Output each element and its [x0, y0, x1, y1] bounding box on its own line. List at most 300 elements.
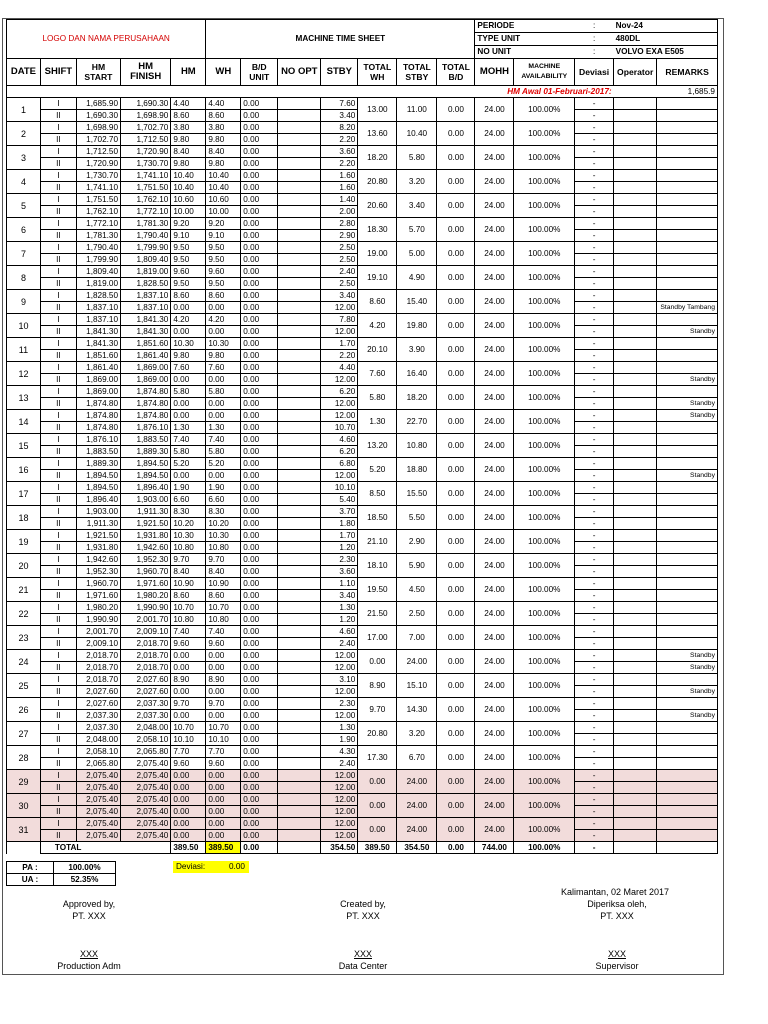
wh-cell: 10.30 — [206, 338, 241, 350]
remarks-cell — [657, 614, 718, 626]
hm-start-cell: 1,971.60 — [76, 590, 120, 602]
bd-unit-cell: 0.00 — [241, 674, 278, 686]
hm-awal-spacer — [7, 86, 358, 98]
date-cell: 25 — [7, 674, 41, 698]
hm-finish-cell: 2,037.30 — [121, 710, 171, 722]
remarks-cell: Standby — [657, 374, 718, 386]
bd-unit-cell: 0.00 — [241, 794, 278, 806]
operator-cell — [614, 494, 657, 506]
wh-cell: 5.20 — [206, 458, 241, 470]
remarks-cell — [657, 590, 718, 602]
info-separator: : — [575, 33, 614, 46]
hm-finish-cell: 2,009.10 — [121, 626, 171, 638]
total-stby-cell: 15.10 — [397, 674, 437, 698]
wh-cell: 7.40 — [206, 434, 241, 446]
table-row — [7, 770, 718, 782]
hm-cell: 10.20 — [171, 518, 206, 530]
signature-created — [288, 898, 438, 972]
wh-cell: 10.40 — [206, 170, 241, 182]
bd-unit-cell: 0.00 — [241, 302, 278, 314]
shift-cell: I — [40, 482, 76, 494]
wh-cell: 0.00 — [206, 650, 241, 662]
table-row — [7, 386, 718, 398]
remarks-cell — [657, 218, 718, 230]
deviasi-cell: - — [575, 194, 614, 206]
remarks-cell — [657, 806, 718, 818]
total-bd-cell: 0.00 — [437, 362, 475, 386]
no-opt-cell — [278, 458, 321, 470]
remarks-cell: Standby — [657, 470, 718, 482]
remarks-cell — [657, 290, 718, 302]
stby-cell: 12.00 — [321, 686, 358, 698]
totals-remarks — [657, 842, 718, 854]
total-stby-cell: 5.90 — [397, 554, 437, 578]
hm-cell: 0.00 — [171, 302, 206, 314]
stby-cell: 2.50 — [321, 254, 358, 266]
stby-cell: 2.30 — [321, 554, 358, 566]
hm-finish-cell: 1,828.50 — [121, 278, 171, 290]
date-cell: 2 — [7, 122, 41, 146]
hm-cell: 9.50 — [171, 254, 206, 266]
remarks-cell: Standby — [657, 662, 718, 674]
total-stby-cell: 18.20 — [397, 386, 437, 410]
operator-cell — [614, 350, 657, 362]
total-bd-cell: 0.00 — [437, 194, 475, 218]
shift-cell: II — [40, 662, 76, 674]
date-cell: 5 — [7, 194, 41, 218]
operator-cell — [614, 542, 657, 554]
wh-cell: 0.00 — [206, 662, 241, 674]
stby-cell: 2.40 — [321, 758, 358, 770]
total-stby-cell: 15.40 — [397, 290, 437, 314]
bd-unit-cell: 0.00 — [241, 470, 278, 482]
total-stby-cell: 5.00 — [397, 242, 437, 266]
remarks-cell: Standby — [657, 326, 718, 338]
hm-cell: 9.60 — [171, 638, 206, 650]
stby-cell: 3.70 — [321, 506, 358, 518]
shift-cell: II — [40, 182, 76, 194]
shift-cell: I — [40, 650, 76, 662]
remarks-cell — [657, 242, 718, 254]
shift-cell: II — [40, 782, 76, 794]
total-stby-cell: 24.00 — [397, 650, 437, 674]
hm-start-cell: 1,690.30 — [76, 110, 120, 122]
mohh-cell: 24.00 — [475, 506, 514, 530]
ua-label: UA : — [7, 874, 54, 886]
bd-unit-cell: 0.00 — [241, 506, 278, 518]
deviasi-cell: - — [575, 482, 614, 494]
total-stby-cell: 10.40 — [397, 122, 437, 146]
no-opt-cell — [278, 494, 321, 506]
no-opt-cell — [278, 338, 321, 350]
no-opt-cell — [278, 386, 321, 398]
operator-cell — [614, 650, 657, 662]
bd-unit-cell: 0.00 — [241, 290, 278, 302]
remarks-cell — [657, 698, 718, 710]
shift-cell: I — [40, 290, 76, 302]
table-row — [7, 98, 718, 110]
shift-cell: II — [40, 254, 76, 266]
total-wh-cell: 0.00 — [358, 650, 397, 674]
stby-cell: 3.40 — [321, 110, 358, 122]
remarks-cell — [657, 758, 718, 770]
deviasi-box — [173, 861, 249, 873]
remarks-cell — [657, 554, 718, 566]
operator-cell — [614, 602, 657, 614]
operator-cell — [614, 146, 657, 158]
total-wh-cell: 13.20 — [358, 434, 397, 458]
wh-cell: 7.40 — [206, 626, 241, 638]
shift-cell: I — [40, 146, 76, 158]
machine-availability-cell: 100.00% — [514, 170, 575, 194]
signature-created-line1: Created by, — [340, 899, 386, 909]
stby-cell: 12.00 — [321, 770, 358, 782]
bd-unit-cell: 0.00 — [241, 386, 278, 398]
bd-unit-cell: 0.00 — [241, 278, 278, 290]
deviasi-cell: - — [575, 146, 614, 158]
table-row — [7, 146, 718, 158]
deviasi-cell: - — [575, 158, 614, 170]
column-header: TOTAL STBY — [397, 59, 437, 86]
signature-approved-role: Production Adm — [57, 961, 121, 971]
shift-cell: II — [40, 326, 76, 338]
machine-availability-cell: 100.00% — [514, 746, 575, 770]
deviasi-cell: - — [575, 242, 614, 254]
deviasi-cell: - — [575, 110, 614, 122]
total-wh-cell: 0.00 — [358, 818, 397, 842]
deviasi-cell: - — [575, 386, 614, 398]
no-opt-cell — [278, 698, 321, 710]
stby-cell: 6.20 — [321, 446, 358, 458]
remarks-cell: Standby — [657, 650, 718, 662]
bd-unit-cell: 0.00 — [241, 698, 278, 710]
hm-start-cell: 1,980.20 — [76, 602, 120, 614]
hm-start-cell: 1,698.90 — [76, 122, 120, 134]
total-stby-cell: 16.40 — [397, 362, 437, 386]
remarks-cell — [657, 338, 718, 350]
stby-cell: 2.20 — [321, 158, 358, 170]
no-opt-cell — [278, 290, 321, 302]
wh-cell: 0.00 — [206, 410, 241, 422]
hm-finish-cell: 1,781.30 — [121, 218, 171, 230]
deviasi-cell: - — [575, 278, 614, 290]
bd-unit-cell: 0.00 — [241, 362, 278, 374]
total-bd-cell: 0.00 — [437, 386, 475, 410]
mohh-cell: 24.00 — [475, 458, 514, 482]
wh-cell: 0.00 — [206, 794, 241, 806]
remarks-cell — [657, 110, 718, 122]
bd-unit-cell: 0.00 — [241, 482, 278, 494]
shift-cell: I — [40, 194, 76, 206]
machine-availability-cell: 100.00% — [514, 218, 575, 242]
bd-unit-cell: 0.00 — [241, 662, 278, 674]
stby-cell: 1.60 — [321, 182, 358, 194]
operator-cell — [614, 302, 657, 314]
hm-start-cell: 1,730.70 — [76, 170, 120, 182]
totals-stby: 354.50 — [321, 842, 358, 854]
hm-finish-cell: 1,790.40 — [121, 230, 171, 242]
operator-cell — [614, 374, 657, 386]
total-wh-cell: 13.60 — [358, 122, 397, 146]
total-wh-cell: 20.60 — [358, 194, 397, 218]
totals-deviasi: - — [575, 842, 614, 854]
operator-cell — [614, 326, 657, 338]
totals-spacer — [7, 842, 41, 854]
bd-unit-cell: 0.00 — [241, 638, 278, 650]
total-stby-cell: 3.20 — [397, 170, 437, 194]
shift-cell: I — [40, 506, 76, 518]
hm-start-cell: 2,048.00 — [76, 734, 120, 746]
stby-cell: 8.20 — [321, 122, 358, 134]
table-row — [7, 266, 718, 278]
total-stby-cell: 4.50 — [397, 578, 437, 602]
hm-cell: 8.40 — [171, 566, 206, 578]
shift-cell: II — [40, 350, 76, 362]
table-row — [7, 314, 718, 326]
bd-unit-cell: 0.00 — [241, 146, 278, 158]
hm-cell: 1.90 — [171, 482, 206, 494]
mohh-cell: 24.00 — [475, 650, 514, 674]
remarks-cell — [657, 782, 718, 794]
hm-finish-cell: 1,911.30 — [121, 506, 171, 518]
operator-cell — [614, 686, 657, 698]
stby-cell: 12.00 — [321, 374, 358, 386]
totals-label: TOTAL — [40, 842, 170, 854]
hm-start-cell: 2,075.40 — [76, 794, 120, 806]
operator-cell — [614, 518, 657, 530]
stby-cell: 1.60 — [321, 170, 358, 182]
hm-finish-cell: 2,065.80 — [121, 746, 171, 758]
hm-start-cell: 2,065.80 — [76, 758, 120, 770]
wh-cell: 5.80 — [206, 386, 241, 398]
hm-start-cell: 2,075.40 — [76, 770, 120, 782]
totals-no-opt — [278, 842, 321, 854]
table-row — [7, 362, 718, 374]
total-bd-cell: 0.00 — [437, 530, 475, 554]
bd-unit-cell: 0.00 — [241, 422, 278, 434]
totals-wh: 389.50 — [206, 842, 241, 854]
stby-cell: 4.30 — [321, 746, 358, 758]
total-stby-cell: 6.70 — [397, 746, 437, 770]
info-separator: : — [575, 20, 614, 33]
mohh-cell: 24.00 — [475, 338, 514, 362]
hm-finish-cell: 1,931.80 — [121, 530, 171, 542]
stby-cell: 10.70 — [321, 422, 358, 434]
operator-cell — [614, 782, 657, 794]
hm-finish-cell: 1,730.70 — [121, 158, 171, 170]
bd-unit-cell: 0.00 — [241, 494, 278, 506]
bd-unit-cell: 0.00 — [241, 602, 278, 614]
wh-cell: 9.80 — [206, 158, 241, 170]
remarks-cell — [657, 350, 718, 362]
hm-start-cell: 2,018.70 — [76, 650, 120, 662]
total-bd-cell: 0.00 — [437, 794, 475, 818]
bd-unit-cell: 0.00 — [241, 446, 278, 458]
hm-cell: 10.80 — [171, 542, 206, 554]
totals-row — [7, 842, 718, 854]
deviasi-cell: - — [575, 170, 614, 182]
deviasi-cell: - — [575, 326, 614, 338]
remarks-cell — [657, 794, 718, 806]
mohh-cell: 24.00 — [475, 530, 514, 554]
mohh-cell: 24.00 — [475, 290, 514, 314]
bd-unit-cell: 0.00 — [241, 158, 278, 170]
stby-cell: 4.40 — [321, 362, 358, 374]
total-wh-cell: 8.60 — [358, 290, 397, 314]
signature-created-role: Data Center — [338, 961, 388, 971]
remarks-cell — [657, 494, 718, 506]
shift-cell: I — [40, 98, 76, 110]
bd-unit-cell: 0.00 — [241, 242, 278, 254]
shift-cell: II — [40, 470, 76, 482]
remarks-cell — [657, 830, 718, 842]
shift-cell: II — [40, 734, 76, 746]
operator-cell — [614, 482, 657, 494]
total-wh-cell: 18.20 — [358, 146, 397, 170]
hm-finish-cell: 2,037.30 — [121, 698, 171, 710]
stby-cell: 2.20 — [321, 350, 358, 362]
mohh-cell: 24.00 — [475, 602, 514, 626]
operator-cell — [614, 338, 657, 350]
remarks-cell — [657, 482, 718, 494]
hm-cell: 0.00 — [171, 794, 206, 806]
stby-cell: 1.30 — [321, 722, 358, 734]
table-row — [7, 170, 718, 182]
total-bd-cell: 0.00 — [437, 410, 475, 434]
bd-unit-cell: 0.00 — [241, 710, 278, 722]
shift-cell: II — [40, 830, 76, 842]
stby-cell: 2.40 — [321, 266, 358, 278]
bd-unit-cell: 0.00 — [241, 530, 278, 542]
machine-availability-cell: 100.00% — [514, 434, 575, 458]
bd-unit-cell: 0.00 — [241, 566, 278, 578]
shift-cell: I — [40, 674, 76, 686]
stby-cell: 12.00 — [321, 806, 358, 818]
deviasi-cell: - — [575, 350, 614, 362]
column-header: REMARKS — [657, 59, 718, 86]
info-label: TYPE UNIT — [475, 33, 575, 46]
hm-start-cell: 1,837.10 — [76, 302, 120, 314]
wh-cell: 9.60 — [206, 758, 241, 770]
stby-cell: 7.80 — [321, 314, 358, 326]
bd-unit-cell: 0.00 — [241, 782, 278, 794]
stby-cell: 12.00 — [321, 782, 358, 794]
shift-cell: II — [40, 638, 76, 650]
deviasi-cell: - — [575, 554, 614, 566]
mohh-cell: 24.00 — [475, 386, 514, 410]
bd-unit-cell: 0.00 — [241, 326, 278, 338]
operator-cell — [614, 362, 657, 374]
stby-cell: 1.90 — [321, 734, 358, 746]
total-stby-cell: 14.30 — [397, 698, 437, 722]
hm-start-cell: 1,828.50 — [76, 290, 120, 302]
no-opt-cell — [278, 590, 321, 602]
mohh-cell: 24.00 — [475, 194, 514, 218]
hm-cell: 10.10 — [171, 734, 206, 746]
column-header: HM FINISH — [121, 59, 171, 86]
wh-cell: 10.60 — [206, 194, 241, 206]
total-bd-cell: 0.00 — [437, 554, 475, 578]
hm-cell: 10.60 — [171, 194, 206, 206]
hm-finish-cell: 1,861.40 — [121, 350, 171, 362]
signature-checked-line1: Diperiksa oleh, — [587, 899, 647, 909]
company-logo-placeholder: LOGO DAN NAMA PERUSAHAAN — [7, 20, 206, 59]
deviasi-cell: - — [575, 638, 614, 650]
hm-finish-cell: 1,799.90 — [121, 242, 171, 254]
stby-cell: 12.00 — [321, 326, 358, 338]
deviasi-cell: - — [575, 302, 614, 314]
column-header: WH — [206, 59, 241, 86]
shift-cell: I — [40, 458, 76, 470]
operator-cell — [614, 578, 657, 590]
deviasi-cell: - — [575, 710, 614, 722]
total-stby-cell: 3.90 — [397, 338, 437, 362]
bd-unit-cell: 0.00 — [241, 818, 278, 830]
operator-cell — [614, 254, 657, 266]
machine-availability-cell: 100.00% — [514, 698, 575, 722]
column-header: Deviasi — [575, 59, 614, 86]
no-opt-cell — [278, 434, 321, 446]
total-wh-cell: 21.50 — [358, 602, 397, 626]
total-stby-cell: 18.80 — [397, 458, 437, 482]
mohh-cell: 24.00 — [475, 170, 514, 194]
wh-cell: 8.30 — [206, 506, 241, 518]
remarks-cell — [657, 206, 718, 218]
hm-cell: 4.20 — [171, 314, 206, 326]
operator-cell — [614, 674, 657, 686]
shift-cell: II — [40, 374, 76, 386]
bd-unit-cell: 0.00 — [241, 350, 278, 362]
hm-cell: 7.70 — [171, 746, 206, 758]
hm-finish-cell: 1,841.30 — [121, 326, 171, 338]
wh-cell: 7.60 — [206, 362, 241, 374]
no-opt-cell — [278, 554, 321, 566]
hm-cell: 0.00 — [171, 374, 206, 386]
operator-cell — [614, 470, 657, 482]
hm-finish-cell: 1,889.30 — [121, 446, 171, 458]
deviasi-cell: - — [575, 650, 614, 662]
hm-cell: 5.80 — [171, 386, 206, 398]
hm-finish-cell: 1,942.60 — [121, 542, 171, 554]
shift-cell: I — [40, 170, 76, 182]
hm-start-cell: 1,841.30 — [76, 338, 120, 350]
operator-cell — [614, 446, 657, 458]
deviasi-cell: - — [575, 98, 614, 110]
total-bd-cell: 0.00 — [437, 146, 475, 170]
remarks-cell — [657, 386, 718, 398]
no-opt-cell — [278, 662, 321, 674]
shift-cell: I — [40, 218, 76, 230]
remarks-cell — [657, 746, 718, 758]
mohh-cell: 24.00 — [475, 746, 514, 770]
date-cell: 11 — [7, 338, 41, 362]
wh-cell: 10.80 — [206, 542, 241, 554]
operator-cell — [614, 266, 657, 278]
hm-cell: 0.00 — [171, 410, 206, 422]
no-opt-cell — [278, 266, 321, 278]
hm-cell: 0.00 — [171, 818, 206, 830]
pa-value: 100.00% — [54, 862, 116, 874]
stby-cell: 2.40 — [321, 638, 358, 650]
table-row — [7, 722, 718, 734]
hm-start-cell: 1,741.10 — [76, 182, 120, 194]
table-row — [7, 794, 718, 806]
no-opt-cell — [278, 638, 321, 650]
hm-start-cell: 2,037.30 — [76, 722, 120, 734]
date-cell: 12 — [7, 362, 41, 386]
operator-cell — [614, 554, 657, 566]
hm-finish-cell: 1,903.00 — [121, 494, 171, 506]
